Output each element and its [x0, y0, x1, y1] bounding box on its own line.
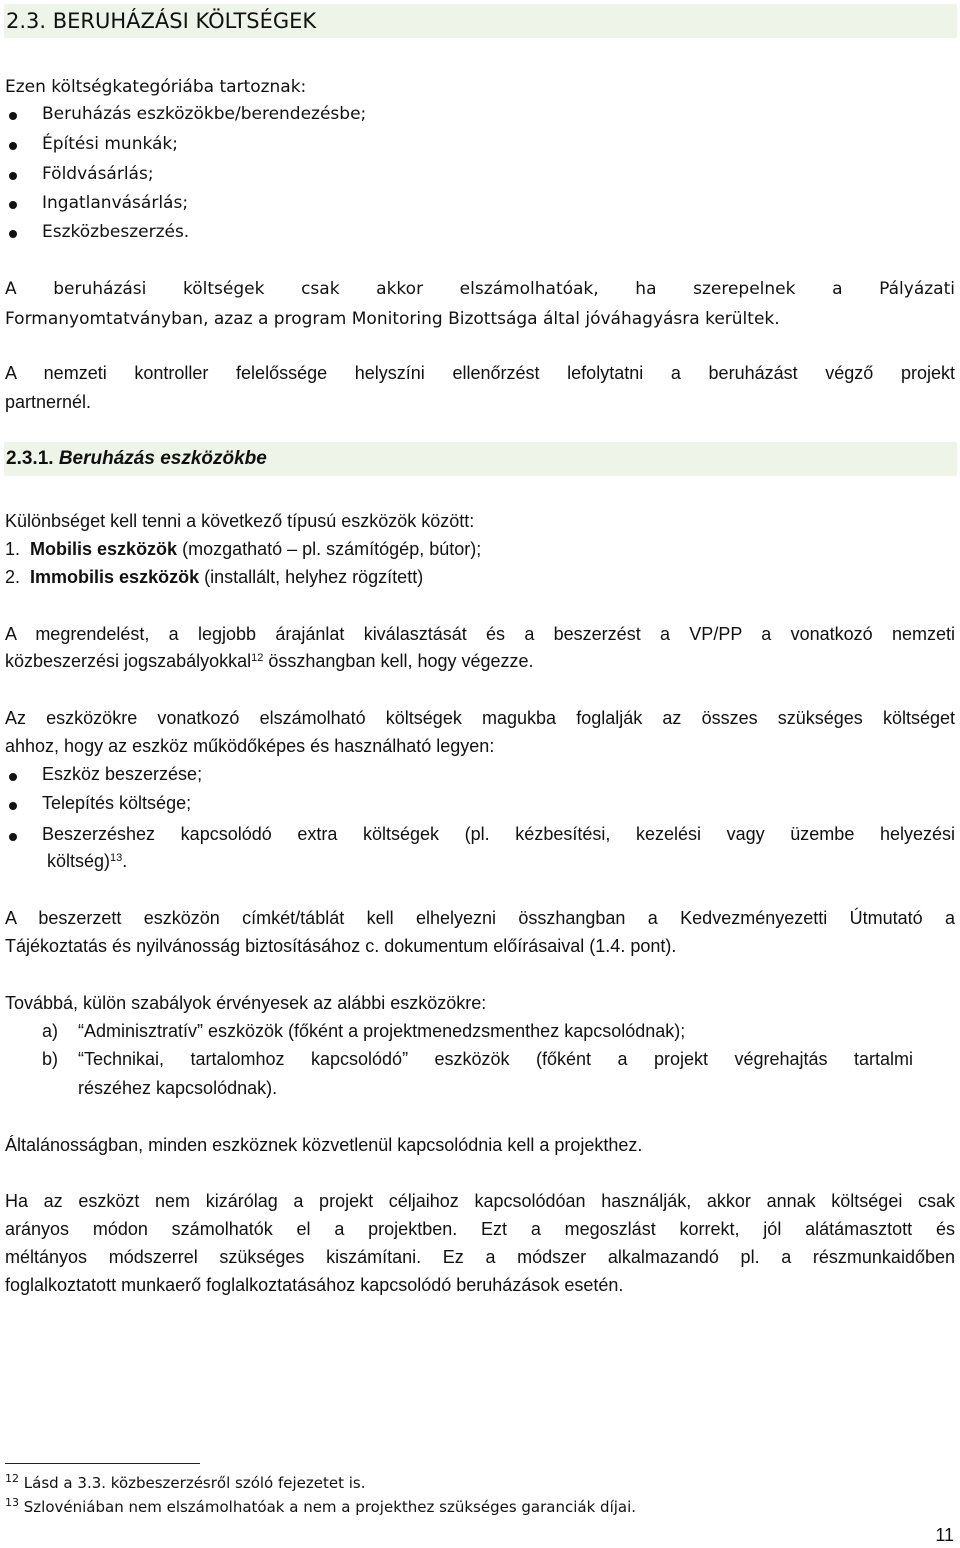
paragraph-line: arányos módon számolhatók el a projektben. Ezt a megoszlást korrekt, jól alátámasztott és — [5, 1219, 955, 1239]
footnote-divider — [5, 1463, 200, 1464]
paragraph-line: Ha az eszközt nem kizárólag a projekt céljaihoz kapcsolódóan használják, akkor annak költségei csak — [5, 1191, 955, 1211]
list-item: Földvásárlás; — [42, 164, 154, 184]
footnote-text: Lásd a 3.3. közbeszerzésről szóló fejezetet is. — [23, 1474, 366, 1492]
text-segment: költség) — [47, 851, 111, 871]
subsection-title: Beruházás eszközökbe — [58, 448, 267, 469]
page-number: 11 — [935, 1525, 954, 1545]
bullet-icon — [9, 802, 17, 810]
item-label: a) — [42, 1021, 59, 1041]
item-number: 1. — [5, 539, 21, 559]
list-item: Telepítés költsége; — [42, 793, 192, 813]
bullet-icon — [9, 112, 17, 120]
bullet-icon — [9, 201, 17, 209]
paragraph-line: Általánosságban, minden eszköznek közvetlenül kapcsolódnia kell a projekthez. — [5, 1135, 643, 1155]
paragraph-line: foglalkoztatott munkaerő foglalkoztatásához kapcsolódó beruházások esetén. — [5, 1275, 624, 1295]
footnote-number: 13 — [5, 1496, 19, 1509]
paragraph-line: A beszerzett eszközön címkét/táblát kell elhelyezni összhangban a Kedvezményezetti Útmutató a — [5, 908, 955, 928]
bullet-icon — [9, 142, 17, 150]
footnote — [5, 1474, 366, 1492]
item-text: “Technikai, tartalomhoz kapcsolódó” eszközök (főként a projekt végrehajtás tartalmi — [78, 1049, 913, 1069]
paragraph-line: A megrendelést, a legjobb árajánlat kiválasztását és a beszerzést a VP/PP a vonatkozó nemzeti — [5, 624, 955, 644]
subsection-heading — [4, 442, 957, 476]
paragraph-line: Az eszközökre vonatkozó elszámolható költségek magukba foglalják az összes szükséges költséget — [5, 708, 955, 728]
paragraph-line: méltányos módszerrel szükséges kiszámítani. Ez a módszer alkalmazandó pl. a részmunkaidőben — [5, 1247, 955, 1267]
asset-type-item — [5, 567, 423, 588]
item-text: (mozgatható – pl. számítógép, bútor); — [177, 539, 482, 559]
paragraph-line — [5, 651, 534, 672]
text-segment: összhangban kell, hogy végezze. — [263, 651, 534, 671]
footnote-ref: 13 — [110, 852, 123, 864]
paragraph-line: Tájékoztatás és nyilvánosság biztosításához c. dokumentum előírásaival (1.4. pont). — [5, 936, 677, 956]
list-item-continuation — [47, 851, 127, 872]
list-item: Eszközbeszerzés. — [42, 222, 190, 242]
footnote-number: 12 — [5, 1472, 19, 1485]
paragraph-line: A beruházási költségek csak akkor elszámolhatóak, ha szerepelnek a Pályázati — [5, 279, 955, 299]
list-item: Építési munkák; — [42, 134, 179, 154]
paragraph-line: partnernél. — [5, 392, 92, 412]
paragraph-line: Különbséget kell tenni a következő típusú eszközök között: — [5, 511, 475, 531]
footnote-text: Szlovéniában nem elszámolhatóak a nem a projekthez szükséges garanciák díjai. — [23, 1498, 637, 1516]
section-heading: 2.3. BERUHÁZÁSI KÖLTSÉGEK — [4, 4, 957, 38]
paragraph-line: Továbbá, külön szabályok érvényesek az alábbi eszközökre: — [5, 993, 487, 1013]
item-number: 2. — [5, 567, 21, 587]
list-item: Beruházás eszközökbe/berendezésbe; — [42, 104, 367, 124]
text-segment: közbeszerzési jogszabályokkal — [5, 651, 252, 671]
bullet-icon — [9, 172, 17, 180]
intro-text: Ezen költségkategóriába tartoznak: — [5, 77, 307, 97]
list-item: Beszerzéshez kapcsolódó extra költségek (pl. kézbesítési, kezelési vagy üzembe helyezési — [42, 824, 955, 844]
bullet-icon — [9, 230, 17, 238]
item-bold: Mobilis eszközök — [30, 539, 178, 559]
paragraph-line: ahhoz, hogy az eszköz működőképes és használható legyen: — [5, 736, 495, 756]
list-item: Ingatlanvásárlás; — [42, 193, 189, 213]
bullet-icon — [9, 833, 17, 841]
subsection-number: 2.3.1. — [6, 448, 54, 469]
footnote-ref: 12 — [251, 652, 264, 664]
item-label: b) — [42, 1049, 59, 1069]
rule-item-continuation: részéhez kapcsolódnak). — [78, 1078, 278, 1098]
item-text: (installált, helyhez rögzített) — [199, 567, 424, 587]
asset-type-item — [5, 539, 481, 560]
text-segment: . — [122, 851, 128, 871]
rule-item — [42, 1021, 685, 1042]
footnote — [5, 1498, 636, 1516]
list-item: Eszköz beszerzése; — [42, 764, 203, 784]
bullet-icon — [9, 773, 17, 781]
item-text: “Adminisztratív” eszközök (főként a projektmenedzsmenthez kapcsolódnak); — [78, 1021, 686, 1041]
paragraph-line: Formanyomtatványban, azaz a program Monitoring Bizottsága által jóváhagyásra kerültek. — [5, 309, 780, 329]
rule-item — [42, 1049, 913, 1070]
paragraph-line: A nemzeti kontroller felelőssége helyszíni ellenőrzést lefolytatni a beruházást végző projekt — [5, 363, 955, 383]
item-bold: Immobilis eszközök — [30, 567, 200, 587]
